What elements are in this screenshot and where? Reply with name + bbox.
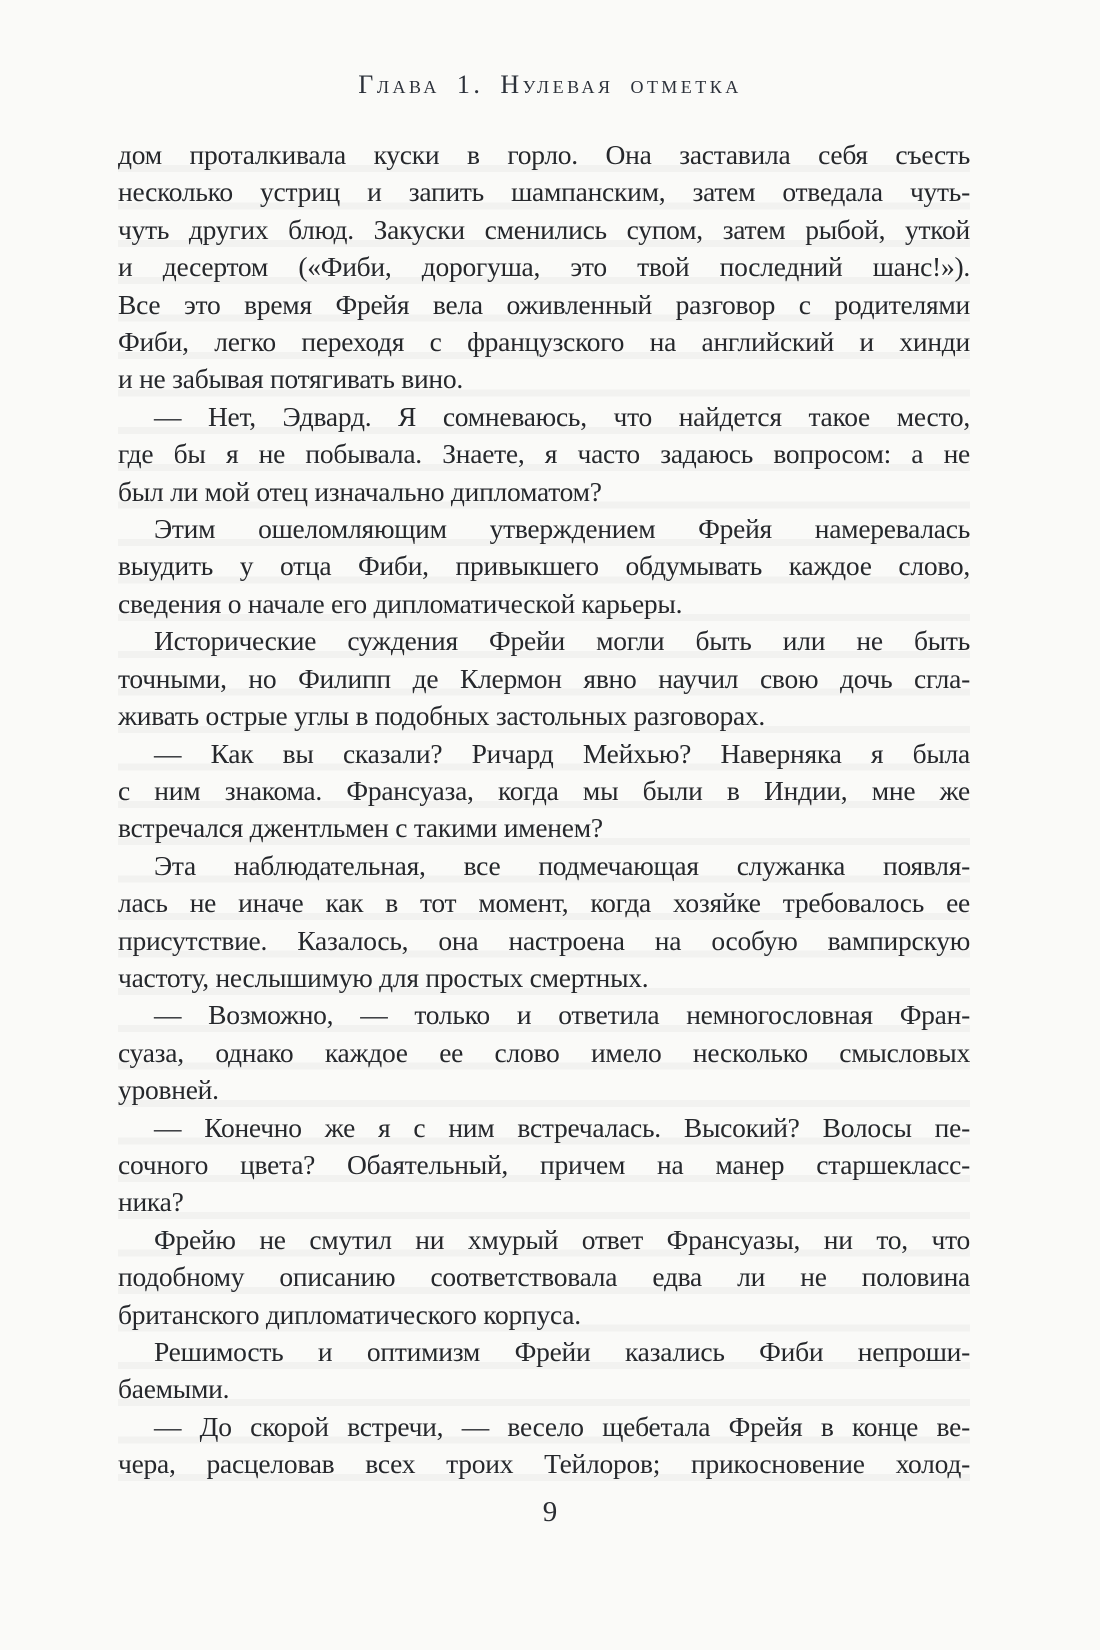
text-line: и не забывая потягивать вино. [118, 363, 464, 395]
paragraph [118, 622, 970, 734]
paragraph [118, 735, 970, 847]
text-line: точными, но Филипп де Клермон явно научил свою дочь сгла- [118, 662, 970, 694]
text-line: где бы я не побывала. Знаете, я часто задаюсь вопросом: а не [118, 438, 970, 470]
text-line: выудить у отца Фиби, привыкшего обдумывать каждое слово, [118, 550, 970, 582]
text-line: суаза, однако каждое ее слово имело несколько смысловых [118, 1036, 970, 1068]
paragraph [118, 1221, 970, 1333]
chapter-running-head: Глава 1. Нулевая отметка [358, 70, 742, 99]
text-line: Эта наблюдательная, все подмечающая служанка появля- [154, 849, 970, 881]
text-line: — Нет, Эдвард. Я сомневаюсь, что найдется такое место, [154, 400, 970, 432]
text-line: — Как вы сказали? Ричард Мейхью? Наверняка я была [154, 737, 970, 769]
text-line: живать острые углы в подобных застольных разговорах. [118, 700, 766, 732]
text-line: присутствие. Казалось, она настроена на особую вампирскую [118, 924, 970, 956]
text-line: лась не иначе как в тот момент, когда хозяйке требовалось ее [118, 887, 970, 919]
text-line: встречался джентльмен с такими именем? [118, 812, 603, 844]
text-line: Фиби, легко переходя с французского на английский и хинди [118, 326, 970, 358]
text-line: Решимость и оптимизм Фрейи казались Фиби непроши- [154, 1336, 970, 1367]
text-line: — Возможно, — только и ответила немногословная Фран- [154, 999, 970, 1031]
text-line: сочного цвета? Обаятельный, причем на манер старшекласс- [118, 1148, 970, 1180]
paragraph [118, 1109, 970, 1221]
paragraph [118, 1333, 970, 1408]
text-line: чера, расцеловав всех троих Тейлоров; прикосновение холод- [118, 1448, 970, 1480]
paragraph [118, 847, 970, 997]
paragraph [118, 996, 970, 1108]
text-line: частоту, неслышимую для простых смертных. [118, 961, 649, 993]
paragraph [118, 1408, 970, 1483]
text-line: и десертом («Фиби, дорогуша, это твой последний шанс!»). [118, 251, 970, 283]
paragraph [118, 510, 970, 622]
text-line: — До скорой встречи, — весело щебетала Фрейя в конце ве- [154, 1410, 970, 1442]
text-line: Этим ошеломляющим утверждением Фрейя намеревалась [154, 513, 970, 545]
text-line: британского дипломатического корпуса. [118, 1298, 581, 1330]
paragraph [118, 136, 970, 398]
text-line: уровней. [118, 1074, 219, 1106]
text-line: ника? [118, 1186, 184, 1218]
text-line: с ним знакома. Франсуаза, когда мы были в Индии, мне же [118, 774, 970, 806]
text-line: чуть других блюд. Закуски сменились супом, затем рыбой, уткой [118, 213, 970, 245]
text-line: — Конечно же я с ним встречалась. Высокий? Волосы пе- [154, 1111, 970, 1143]
text-line: подобному описанию соответствовала едва ли не половина [118, 1261, 970, 1293]
body-text [118, 136, 970, 1483]
page-number: 9 [542, 1496, 558, 1528]
text-line: несколько устриц и запить шампанским, затем отведала чуть- [118, 176, 970, 208]
paragraph [118, 398, 970, 510]
text-line: Исторические суждения Фрейи могли быть или не быть [154, 625, 970, 657]
text-line: был ли мой отец изначально дипломатом? [118, 475, 602, 507]
text-line: сведения о начале его дипломатической карьеры. [118, 587, 683, 619]
text-line: баемыми. [118, 1373, 230, 1405]
text-line: Фрейю не смутил ни хмурый ответ Франсуазы, ни то, что [154, 1223, 970, 1255]
text-line: Все это время Фрейя вела оживленный разговор с родителями [118, 288, 970, 320]
text-line: дом проталкивала куски в горло. Она заставила себя съесть [118, 139, 970, 170]
